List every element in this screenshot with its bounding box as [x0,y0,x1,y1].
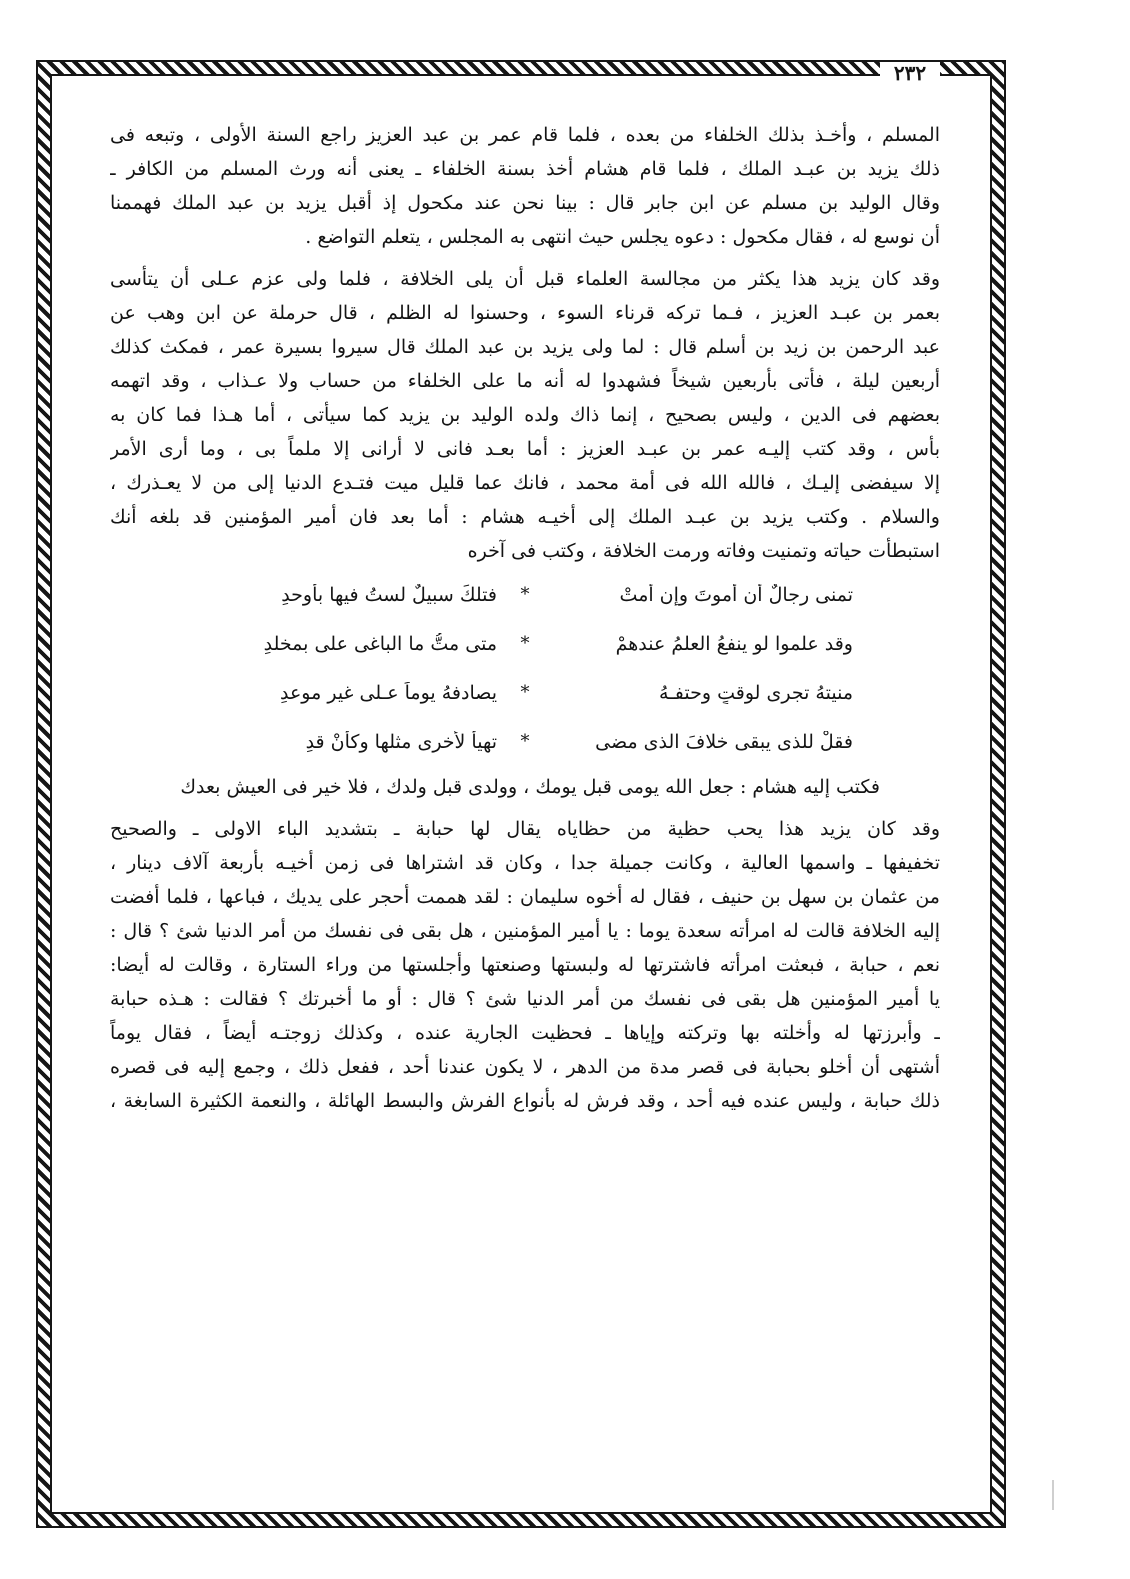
poem-verse [110,619,940,668]
text-line: وقال الوليد بن مسلم عن ابن جابر قال : بينا نحن عند مكحول إذ أقبل يزيد بن عبد الملك فهممنا [110,192,940,214]
text-line: بعضهم فى الدين ، وليس بصحيح ، إنما ذاك ولده الوليد بن يزيد كما سيأتى ، أما هـذا فما كان به [110,404,940,426]
poem [110,570,940,766]
poem-verse [110,570,940,619]
paragraph-2 [110,262,940,568]
paragraph-3 [110,770,940,804]
poem-verse [110,717,940,766]
poem-verse [110,668,940,717]
text-line: عبد الرحمن بن زيد بن أسلم قال : لما ولى يزيد بن عبد الملك قال سيروا بسيرة عمر ، فمكث كذلك [110,336,940,358]
verse-second-hemistich: فتلكَ سبيلٌ لستُ فيها بأوحدِ [281,583,497,606]
text-line: فكتب إليه هشام : جعل الله يومى قبل يومك ، وولدى قبل ولدك ، فلا خير فى العيش بعدك [180,776,880,798]
verse-first-hemistich: وقد علموا لو ينفعُ العلمُ عندهمْ [615,632,853,655]
paragraph-4 [110,812,940,1118]
text-line: وقد كان يزيد هذا يحب حظية من حظاياه يقال لها حبابة ـ بتشديد الباء الاولى ـ والصحيح [110,818,940,840]
text-line: المسلم ، وأخـذ بذلك الخلفاء من بعده ، فلما قام عمر بن عبد العزيز راجع السنة الأولى ، وتبعه فى [110,124,940,146]
paragraph-1 [110,118,940,254]
text-line: والسلام . وكتب يزيد بن عبـد الملك إلى أخيـه هشام : أما بعد فان أمير المؤمنين قد بلغه أنك [110,506,940,528]
text-line: وقد كان يزيد هذا يكثر من مجالسة العلماء قبل أن يلى الخلافة ، فلما ولى عزم عـلى أن يتأسى [110,268,940,290]
text-line: ذلك حبابة ، وليس عنده فيه أحد ، وقد فرش له بأنواع الفرش والبسط الهائلة ، والنعمة الكثيرة السابغة ، [110,1090,940,1112]
text-line: أشتهى أن أخلو بحبابة فى قصر مدة من الدهر ، لا يكون عندنا أحد ، ففعل ذلك ، وجمع إليه فى قصره [110,1056,940,1078]
text-line: بعمر بن عبـد العزيز ، فـما تركه قرناء السوء ، وحسنوا له الظلم ، قال حرملة عن ابن وهب عن [110,302,940,324]
text-line: أربعين ليلة ، فأتى بأربعين شيخاً فشهدوا له أنه ما على الخلفاء من حساب ولا عـذاب ، وقد اتهمه [110,370,940,392]
text-line: يا أمير المؤمنين هل بقى فى نفسك من أمر الدنيا شئ ؟ قال : أو ما أخبرتك ؟ فقالت : هـذه حبابة [110,988,940,1010]
text-line: ذلك يزيد بن عبـد الملك ، فلما قام هشام أخذ بسنة الخلفاء ـ يعنى أنه ورث المسلم من الكافر ـ [110,158,940,180]
verse-first-hemistich: تمنى رجالٌ أن أموتَ وإن أمتْ [619,583,853,606]
verse-separator: * [520,682,530,703]
verse-separator: * [520,731,530,752]
scan-margin-mark [1052,1480,1054,1510]
text-line: تخفيفها ـ واسمها العالية ، وكانت جميلة جدا ، وكان قد اشتراها فى زمن أخيـه بأربعة آلاف دينار ، [110,852,940,874]
verse-first-hemistich: فقلْ للذى يبقى خلافَ الذى مضى [595,730,853,753]
text-line: نعم ، حبابة ، فبعثت امرأته فاشترتها له ولبستها وصنعتها وأجلستها من وراء الستارة ، وقالت له أيضا: [110,954,940,976]
verse-separator: * [520,633,530,654]
text-line: إلا سيفضى إليـك ، فالله الله فى أمة محمد ، فانك عما قليل ميت فتـدع الدنيا إلى من لا يعـذرك ، [110,472,940,494]
page-body [110,118,940,1118]
text-line: من عثمان بن سهل بن حنيف ، فقال له أخوه سليمان : لقد هممت أحجر على يديك ، فباعها ، فلما أفضت [110,886,940,908]
text-line: ـ وأبرزتها له وأخلته بها وتركته وإياها ـ فحظيت الجارية عنده ، وكذلك زوجتـه أيضاً ، فقال يوماً [110,1022,940,1044]
verse-separator: * [520,584,530,605]
verse-second-hemistich: متى متُّ ما الباغى على بمخلدِ [263,632,497,655]
verse-first-hemistich: منيتهُ تجرى لوقتٍ وحتفـهُ [659,681,853,704]
page-number: ٢٣٢ [880,62,940,84]
verse-second-hemistich: يصادفهُ يوماً عـلى غيرِ موعدِ [280,681,497,704]
text-line: أن نوسع له ، فقال مكحول : دعوه يجلس حيث انتهى به المجلس ، يتعلم التواضع . [305,226,940,248]
text-line: إليه الخلافة قالت له امرأته سعدة يوما : يا أمير المؤمنين ، هل بقى فى نفسك من أمر الدنيا شئ ؟ قال : [110,920,940,942]
verse-second-hemistich: تهيأْ لأخرى مثلها وكأنْ قدِ [305,730,497,753]
text-line: بأس ، وقد كتب إليـه عمر بن عبـد العزيز : أما بعـد فانى لا أرانى إلا ملماً بى ، وما أرى الأمر [110,438,940,460]
text-line: استبطأت حياته وتمنيت وفاته ورمت الخلافة ، وكتب فى آخره [467,540,940,562]
